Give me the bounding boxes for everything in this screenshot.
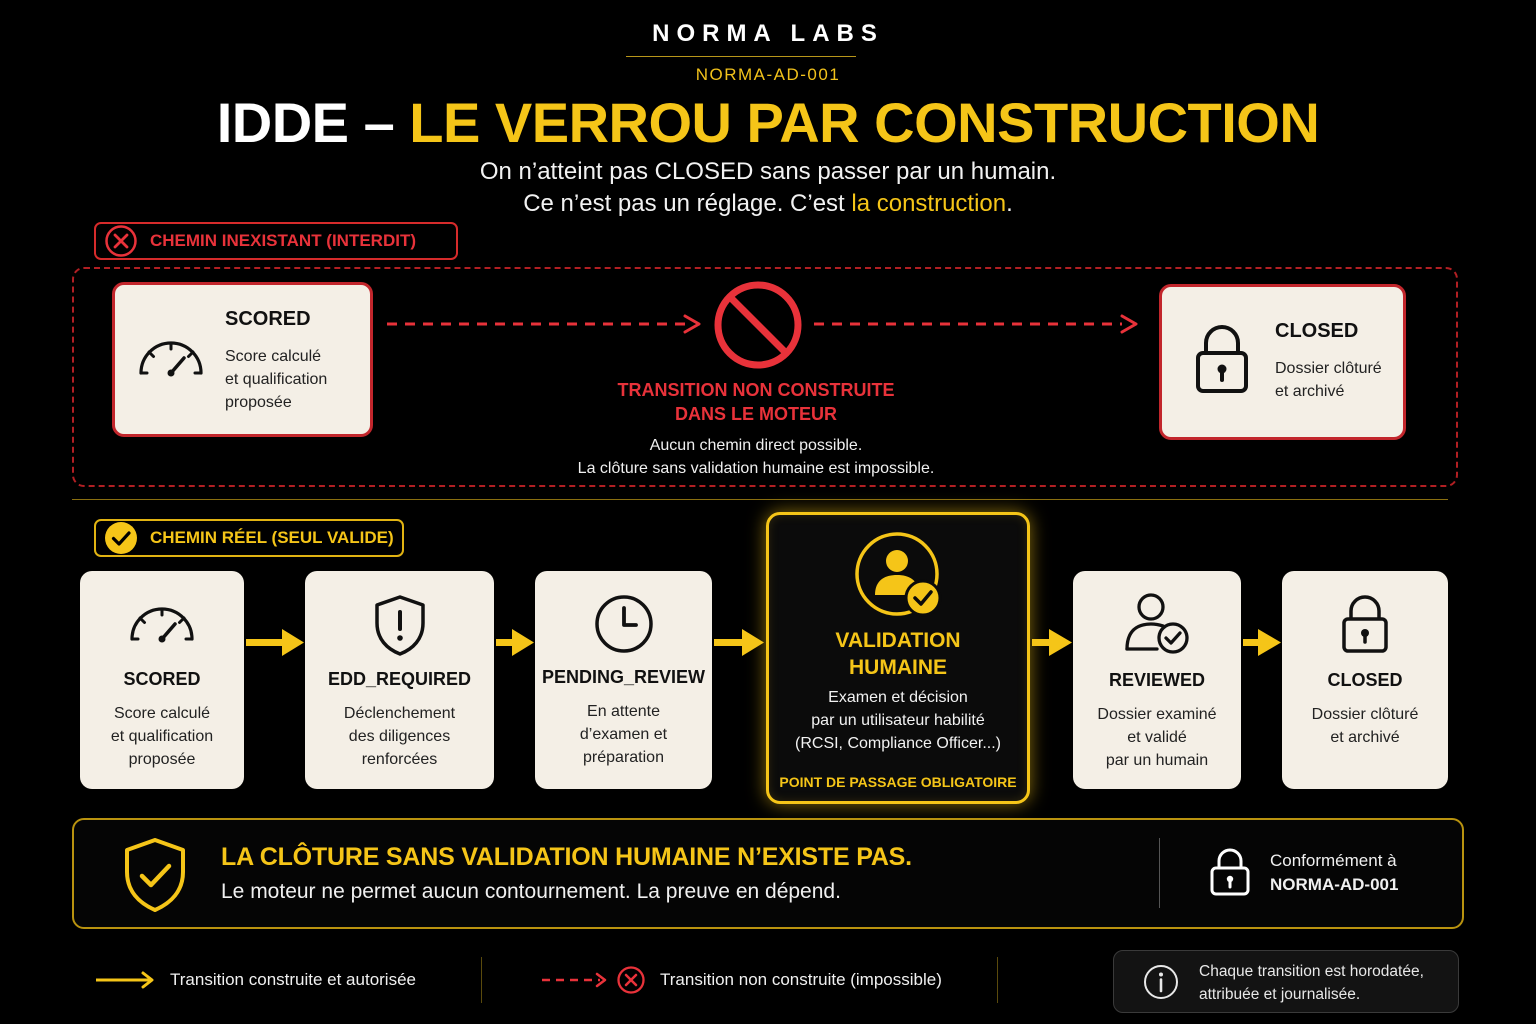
blocked-title-line: DANS LE MOTEUR xyxy=(675,404,837,424)
shield-check-icon xyxy=(120,836,190,914)
banner-subtitle: Le moteur ne permet aucun contournement. La preuve en dépend. xyxy=(221,880,841,903)
desc-line: Dossier clôturé xyxy=(1275,360,1382,377)
step-scored-card xyxy=(80,571,244,789)
banner-title: LA CLÔTURE SANS VALIDATION HUMAINE N’EXISTE PAS. xyxy=(221,843,912,871)
banner-divider xyxy=(1159,838,1160,908)
desc-line: En attente xyxy=(587,703,660,720)
blocked-title-line: TRANSITION NON CONSTRUITE xyxy=(617,380,895,400)
arrow-4 xyxy=(1032,629,1072,656)
desc-line: (RCSI, Compliance Officer...) xyxy=(795,735,1001,752)
human-validation-desc xyxy=(769,686,1027,755)
desc-line: renforcées xyxy=(361,751,438,768)
step-closed-desc xyxy=(1282,703,1448,749)
info-text xyxy=(1199,960,1424,1006)
forbidden-scored-card xyxy=(112,282,373,437)
desc-line: proposée xyxy=(225,394,292,411)
real-path-arrows xyxy=(0,620,1536,666)
desc-line: d’examen et xyxy=(579,726,668,743)
legend-allowed-label: Transition construite et autorisée xyxy=(170,970,416,989)
brand-divider xyxy=(626,56,856,57)
step-scored-desc xyxy=(80,702,244,771)
step-edd-title: EDD_REQUIRED xyxy=(327,669,472,689)
legend-divider xyxy=(481,957,482,1003)
info-icon xyxy=(1142,963,1180,1001)
desc-line: préparation xyxy=(583,749,664,766)
step-reviewed-card xyxy=(1073,571,1241,789)
blocked-transition-title xyxy=(556,378,956,426)
mandatory-checkpoint-label: POINT DE PASSAGE OBLIGATOIRE xyxy=(779,774,1017,790)
forbidden-closed-title: CLOSED xyxy=(1275,320,1359,342)
subtitle-suffix: . xyxy=(1006,190,1013,217)
desc-line: Dossier examiné xyxy=(1097,706,1217,723)
arrow-5 xyxy=(1243,629,1281,656)
desc-line: et validé xyxy=(1127,729,1187,746)
desc-line: et archivé xyxy=(1275,383,1345,400)
desc-line: des diligences xyxy=(348,728,451,745)
conclusion-banner xyxy=(72,818,1464,929)
step-closed-title: CLOSED xyxy=(1327,670,1403,690)
lock-icon xyxy=(1192,323,1252,395)
subtitle-prefix: Ce n’est pas un réglage. C’est xyxy=(523,190,845,217)
forbidden-scored-desc xyxy=(225,345,327,414)
step-edd-desc xyxy=(305,702,494,771)
desc-line: et archivé xyxy=(1330,729,1400,746)
section-divider xyxy=(72,499,1448,500)
forbidden-arrow-right xyxy=(812,310,1142,338)
forbidden-arrow-left xyxy=(385,310,705,338)
conformity-note xyxy=(1270,849,1398,897)
blocked-note-line: Aucun chemin direct possible. xyxy=(649,437,863,454)
real-path-label: CHEMIN RÉEL (SEUL VALIDE) xyxy=(150,528,394,547)
step-scored-title: SCORED xyxy=(123,669,201,689)
subtitle-line-2 xyxy=(0,190,1536,218)
legend-allowed-arrow xyxy=(94,968,158,992)
forbidden-closed-desc xyxy=(1275,357,1382,403)
step-pending-review-card xyxy=(535,571,712,789)
desc-line: Examen et décision xyxy=(828,689,968,706)
arrow-1 xyxy=(246,629,304,656)
step-edd-required-card xyxy=(305,571,494,789)
page-title xyxy=(0,90,1536,155)
brand-name: NORMA LABS xyxy=(652,20,884,47)
real-path-tag xyxy=(94,519,404,557)
title-prefix: IDDE – xyxy=(216,91,395,154)
legend-forbidden-label: Transition non construite (impossible) xyxy=(660,970,942,989)
check-circle-icon xyxy=(104,521,138,555)
step-reviewed-desc xyxy=(1073,703,1241,772)
forbidden-closed-card xyxy=(1159,284,1406,440)
subtitle-highlight: la construction xyxy=(851,190,1007,217)
arrow-2 xyxy=(496,629,534,656)
conformity-reference: NORMA-AD-001 xyxy=(1270,875,1399,894)
forbidden-path-tag xyxy=(94,222,458,260)
title-line: VALIDATION xyxy=(835,629,961,652)
forbidden-scored-title: SCORED xyxy=(225,308,311,330)
step-pending-title: PENDING_REVIEW xyxy=(541,667,706,687)
blocked-transition-note xyxy=(456,434,1056,480)
title-main: LE VERROU PAR CONSTRUCTION xyxy=(409,91,1320,154)
info-line: attribuée et journalisée. xyxy=(1199,986,1361,1003)
arrow-3 xyxy=(714,629,764,656)
x-circle-icon xyxy=(104,224,138,258)
legend-forbidden-arrow xyxy=(540,968,610,992)
title-line: HUMAINE xyxy=(849,656,947,679)
desc-line: par un utilisateur habilité xyxy=(811,712,985,729)
desc-line: Dossier clôturé xyxy=(1311,706,1419,723)
desc-line: Score calculé xyxy=(225,348,322,365)
desc-line: et qualification xyxy=(225,371,328,388)
legend-divider xyxy=(997,957,998,1003)
desc-line: et qualification xyxy=(110,728,214,745)
step-pending-desc xyxy=(535,700,712,769)
desc-line: proposée xyxy=(128,751,196,768)
info-line: Chaque transition est horodatée, xyxy=(1199,963,1424,980)
document-code: NORMA-AD-001 xyxy=(695,65,841,84)
desc-line: par un humain xyxy=(1105,752,1209,769)
no-entry-icon xyxy=(712,279,804,371)
desc-line: Déclenchement xyxy=(343,705,456,722)
desc-line: Score calculé xyxy=(113,705,211,722)
step-reviewed-title: REVIEWED xyxy=(1108,670,1205,690)
conformity-line: Conformément à xyxy=(1270,851,1397,870)
x-circle-icon xyxy=(616,965,646,995)
subtitle-line-1: On n’atteint pas CLOSED sans passer par un humain. xyxy=(479,158,1057,185)
forbidden-path-label: CHEMIN INEXISTANT (INTERDIT) xyxy=(150,231,417,250)
human-validation-icon xyxy=(853,530,949,622)
blocked-note-line: La clôture sans validation humaine est impossible. xyxy=(577,460,935,477)
step-closed-card xyxy=(1282,571,1448,789)
gauge-icon xyxy=(135,335,207,381)
lock-icon xyxy=(1208,847,1252,897)
